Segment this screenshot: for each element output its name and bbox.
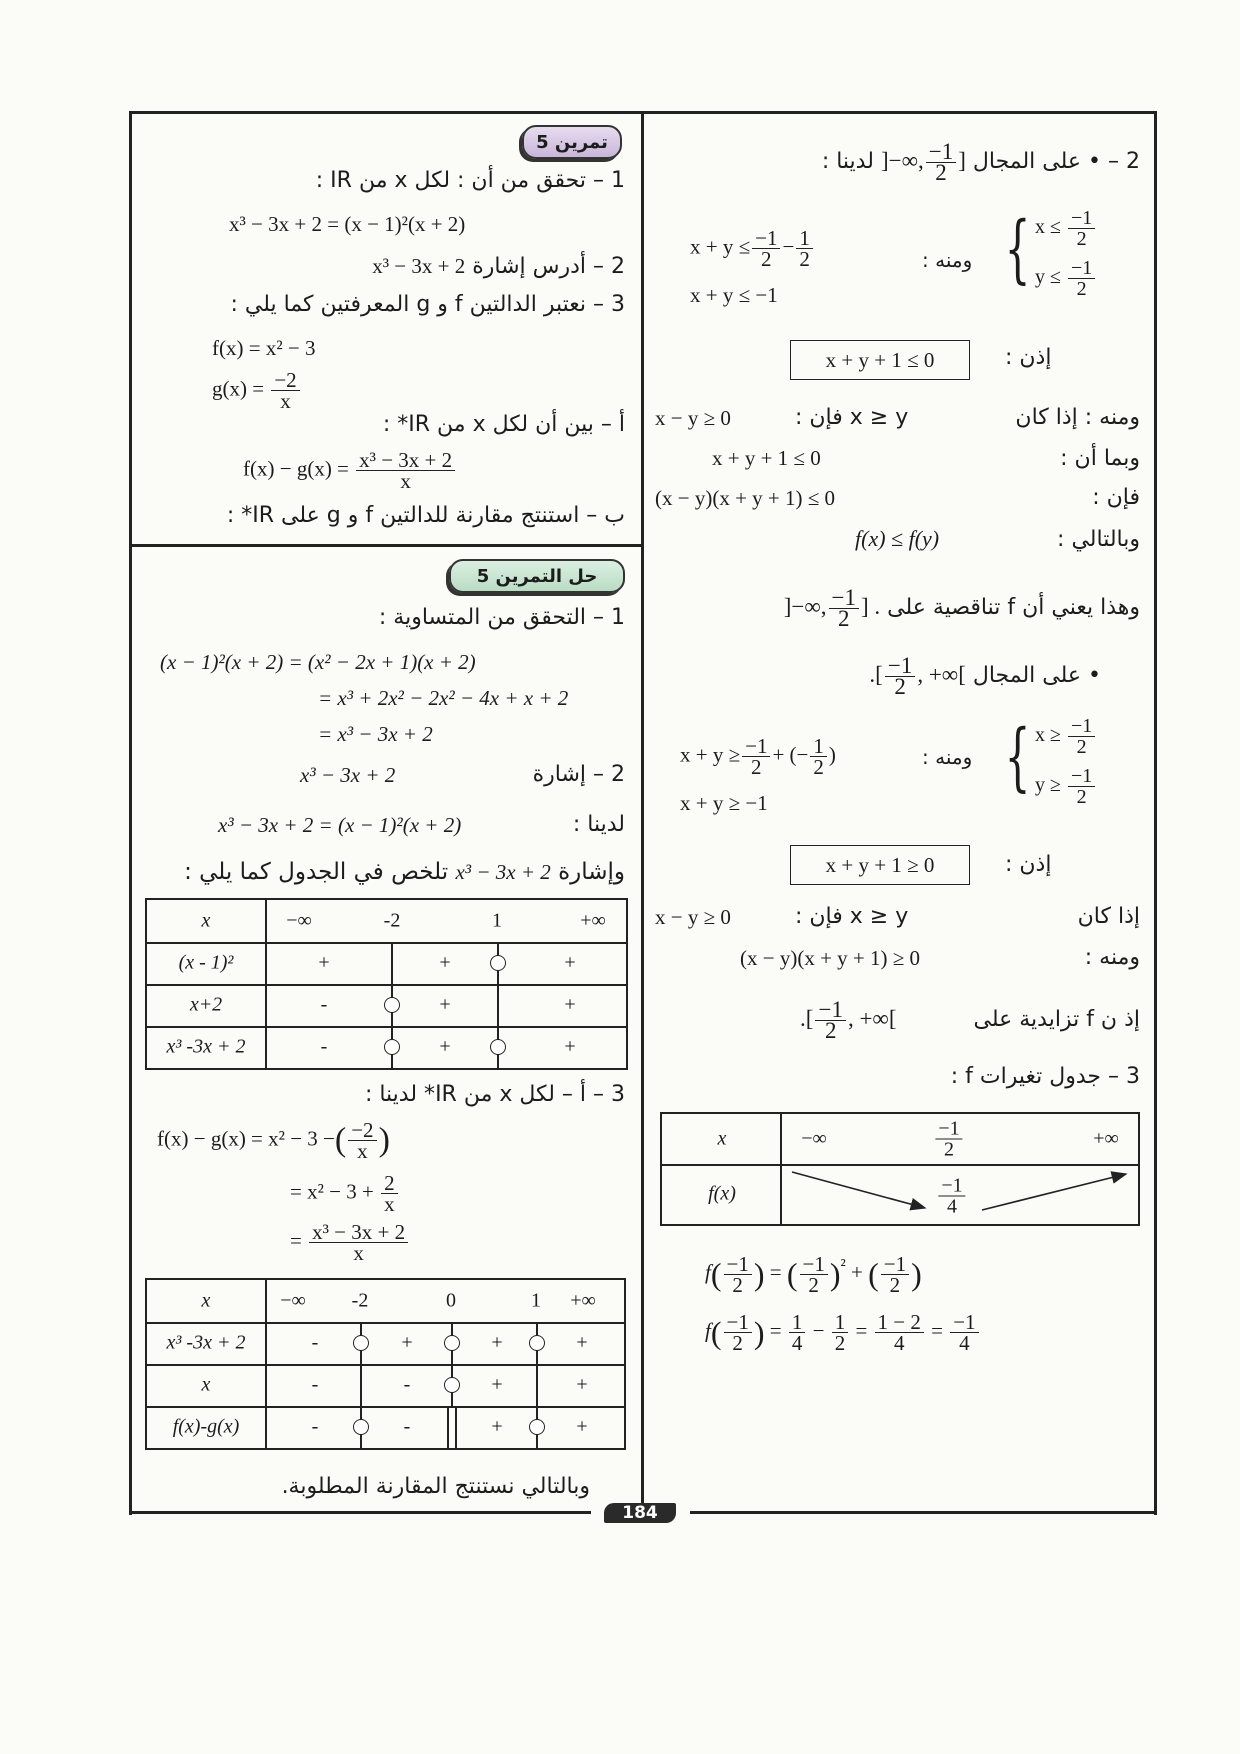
boundary-line: [497, 984, 499, 1026]
sign-table-1: [145, 898, 628, 1070]
inc-den: 2: [824, 1018, 837, 1043]
d2-l1-lhs: x + y ≥: [680, 742, 741, 767]
calc1-frac-c: [881, 1251, 909, 1297]
r2-text: • على المجال: [972, 662, 1101, 688]
double-bar: [455, 1406, 457, 1448]
calc1-frac-b: [800, 1251, 828, 1297]
dec-int-left: ]−∞,: [783, 593, 827, 619]
hence-2: ومنه :: [922, 745, 973, 769]
sign-plus: +: [439, 993, 451, 1016]
r2-num: −1: [885, 656, 915, 677]
deduction-1-line-2: x + y ≤ −1: [690, 283, 778, 307]
r1-int-left: ]−∞,: [880, 147, 924, 173]
calc2-eq3: =: [931, 1318, 943, 1343]
sys1-x-frac: [1068, 208, 1095, 249]
dec-frac: [829, 585, 859, 631]
calc1-den-a: 2: [732, 1272, 743, 1297]
page-number: 184: [604, 1503, 676, 1523]
boxed-result-2: x + y + 1 ≥ 0: [790, 845, 970, 885]
deduction-2-line-1: [680, 736, 836, 777]
fg3-num: x³ − 3x + 2: [309, 1222, 408, 1243]
fg-den: x: [400, 469, 411, 493]
var-min-num: −1: [938, 1176, 965, 1197]
d2-num-a: −1: [742, 736, 770, 757]
g-fraction: [271, 370, 299, 411]
system-1-y: [1035, 258, 1097, 299]
calc2-r-num: −1: [950, 1312, 978, 1333]
exercise-qb: ب – استنتج مقارنة للدالتين f و g على IR* :: [226, 503, 625, 528]
d2-den-b: 2: [813, 755, 824, 779]
table-header-value: +∞: [580, 909, 606, 932]
var-x0-num: −1: [935, 1119, 962, 1140]
table-header-value: 1: [531, 1289, 541, 1312]
fg-lhs: f(x) − g(x) =: [243, 456, 349, 481]
sign-plus: +: [439, 951, 451, 974]
sign-text-a: وإشارة: [558, 859, 625, 885]
calc2-c-den: 4: [893, 1331, 905, 1355]
d1-frac-b: [796, 228, 813, 269]
frame-left: [129, 111, 132, 1515]
solution-s1: 1 – التحقق من المتساوية :: [378, 605, 625, 630]
r2-frac: [885, 653, 915, 699]
sign-plus: +: [318, 951, 330, 974]
calc2-half: [832, 1312, 849, 1353]
table-header-value: +∞: [570, 1289, 596, 1312]
d2-frac-b: [810, 736, 827, 777]
var-fx-label: f(x): [708, 1182, 736, 1205]
r2-den: 2: [894, 674, 906, 699]
solution-fg3: [290, 1222, 410, 1263]
zero-circle: [353, 1419, 369, 1435]
r2-int-left: .[: [869, 661, 883, 687]
d1-num-a: −1: [752, 228, 780, 249]
then-xy-1: x ≥ y فإن :: [795, 405, 909, 430]
calc2-quarter: [789, 1312, 806, 1353]
system-1-brace: {: [1004, 206, 1031, 292]
zero-circle: [444, 1377, 460, 1393]
decreasing-conclusion: [783, 585, 1140, 631]
sign-plus: +: [564, 951, 576, 974]
d1-minus: −: [782, 234, 795, 259]
sign-minus: -: [403, 1415, 411, 1438]
zero-circle: [529, 1419, 545, 1435]
interval-2-heading: [869, 653, 1101, 699]
table-header-value: -2: [383, 909, 401, 932]
sign-plus: +: [564, 993, 576, 1016]
calc2-h-num: 1: [832, 1312, 849, 1333]
calc1-eq: =: [769, 1260, 782, 1284]
product-2: (x − y)(x + y + 1) ≥ 0: [740, 946, 921, 970]
thus-label: وبالتالي :: [1057, 527, 1140, 552]
sign-minus: -: [320, 1035, 328, 1058]
interval-1-heading: [821, 139, 1140, 185]
sys1-x-den: 2: [1076, 228, 1087, 250]
r1-have: لدينا :: [821, 148, 874, 174]
table-header-value: −∞: [286, 909, 312, 932]
solution-fg2: [290, 1173, 400, 1214]
zero-circle: [384, 1039, 400, 1055]
exercise-divider: [129, 544, 643, 547]
sign-plus: +: [576, 1373, 588, 1396]
boundary-line: [536, 1364, 538, 1406]
so-label-2: إذن :: [1005, 852, 1052, 877]
sign-minus: -: [403, 1373, 411, 1396]
fg1-den: x: [357, 1139, 368, 1163]
solution-sign-text: [184, 857, 625, 887]
zero-circle: [529, 1335, 545, 1351]
d1-den-a: 2: [761, 247, 772, 271]
fg3-lhs: =: [290, 1228, 302, 1253]
sys2-x-frac: [1068, 716, 1095, 757]
since-label: وبما أن :: [1060, 446, 1140, 471]
sign-plus: +: [439, 1035, 451, 1058]
inc-interval: [800, 997, 897, 1043]
if-line-1: ومنه : إذا كان: [1015, 405, 1140, 430]
frame-right: [1154, 111, 1157, 1515]
dec-text: وهذا يعني أن f تناقصية على: [887, 594, 1140, 620]
r1-num: −1: [926, 142, 956, 163]
table-row-divider: [147, 942, 626, 944]
system-2-brace: {: [1004, 714, 1031, 800]
dec-interval: [783, 585, 881, 631]
g-den: x: [280, 389, 291, 413]
exercise-qa: أ – بين أن لكل x من IR* :: [382, 412, 625, 437]
calc1-frac-a: [724, 1251, 752, 1297]
solution-s2: 2 – إشارة: [532, 762, 625, 787]
sys1-x-num: −1: [1068, 208, 1095, 229]
fg2-lhs: = x² − 3 +: [290, 1179, 374, 1204]
sign-plus: +: [564, 1035, 576, 1058]
solution-s2-expr: x³ − 3x + 2: [300, 763, 396, 787]
sign-plus: +: [576, 1331, 588, 1354]
solution-fg1: f(x) − g(x) = x² − 3 −( $\frac{-2}{x}$ ): [157, 1118, 390, 1163]
d2-num-b: 1: [810, 736, 827, 757]
table-header-x: x: [201, 1289, 211, 1312]
sign-minus: -: [311, 1415, 319, 1438]
inc-int-right: , +∞[: [847, 1005, 897, 1031]
variation-table: [660, 1112, 1140, 1226]
r1-text: 2 – • على المجال: [972, 148, 1140, 174]
g-lhs: g(x) =: [212, 376, 265, 401]
exercise-fg-equation: [243, 450, 457, 491]
sign-plus: +: [401, 1331, 413, 1354]
increasing-conclusion: [800, 997, 1140, 1043]
fg-fraction: [356, 450, 455, 491]
boundary-line: [360, 1364, 362, 1406]
since-equation: x + y + 1 ≤ 0: [712, 446, 821, 470]
calc2-r-den: 4: [959, 1331, 970, 1355]
exercise-q2-expr: x³ − 3x + 2: [372, 254, 466, 278]
inc-frac: [815, 997, 845, 1043]
exercise-q2-text: 2 – أدرس إشارة: [472, 254, 625, 279]
table-header-value: −∞: [280, 1289, 306, 1312]
calc1-square: ²: [840, 1255, 846, 1275]
table-header-value: -2: [351, 1289, 369, 1312]
sys2-y-num: −1: [1068, 766, 1095, 787]
table-header-value: 1: [492, 909, 502, 932]
solution-conclusion: وبالتالي نستنتج المقارنة المطلوبة.: [281, 1474, 590, 1499]
var-plus-inf: +∞: [1093, 1127, 1119, 1150]
sign-plus: +: [491, 1415, 503, 1438]
sys2-x-num: −1: [1068, 716, 1095, 737]
calc2-c-num: 1 − 2: [875, 1312, 924, 1333]
increasing-arrow: [982, 1174, 1126, 1210]
table-row-divider: [147, 1364, 624, 1366]
calc1-num-c: −1: [881, 1254, 909, 1275]
variation-heading: 3 – جدول تغيرات f :: [950, 1064, 1140, 1089]
table-row-label: (x - 1)²: [178, 951, 234, 974]
calc1-f: f: [705, 1260, 711, 1284]
calc2-q-den: 4: [791, 1331, 803, 1355]
zero-circle: [490, 1039, 506, 1055]
zero-circle: [384, 997, 400, 1013]
sys2-x-den: 2: [1076, 736, 1087, 758]
calc-line-2: f( $\frac{-1}{2}$ ) = $\frac{1}{4}$ − $\frac{1}{2}$ = $\frac{1 - 2}{4}$ = $\frac{-1}{4}$: [705, 1312, 981, 1353]
solution-have-eq: x³ − 3x + 2 = (x − 1)²(x + 2): [218, 813, 462, 837]
then-xy-2: x ≥ y فإن :: [795, 904, 909, 929]
calc2-minus: −: [812, 1318, 825, 1343]
r2-interval: [869, 653, 966, 699]
calc1-num-a: −1: [724, 1254, 752, 1275]
deduction-2-line-2: x + y ≥ −1: [680, 791, 768, 815]
r1-den: 2: [935, 160, 947, 185]
fg2-num: 2: [381, 1173, 398, 1194]
dec-den: 2: [837, 606, 850, 631]
dec-num: −1: [829, 588, 859, 609]
table-row-label: f(x)-g(x): [172, 1415, 240, 1438]
exercise-q2: [372, 251, 625, 282]
exercise-q1-equation: x³ − 3x + 2 = (x − 1)²(x + 2): [229, 212, 466, 236]
table-row-label: x³ -3x + 2: [166, 1035, 246, 1058]
calc2-result: [950, 1312, 978, 1353]
sys2-y-lhs: y ≥: [1035, 774, 1061, 797]
table-row-label: x+2: [189, 993, 223, 1016]
sys2-x-lhs: x ≥: [1035, 724, 1061, 747]
r1-interval: [880, 139, 966, 185]
calc2-frac-a: [724, 1312, 752, 1353]
solution-eq2: = x³ + 2x² − 2x² − 4x + x + 2: [318, 686, 569, 710]
zero-circle: [444, 1335, 460, 1351]
inc-num: −1: [815, 1000, 845, 1021]
sign-minus: -: [311, 1331, 319, 1354]
sys2-y-frac: [1068, 766, 1095, 807]
inc-text: إذ ن f تزايدية على: [973, 1006, 1140, 1032]
solution-eq1: (x − 1)²(x + 2) = (x² − 2x + 1)(x + 2): [160, 650, 476, 674]
sign-minus: -: [311, 1373, 319, 1396]
column-divider: [641, 111, 644, 1509]
fg1-lhs: f(x) − g(x) = x² − 3 −: [157, 1126, 335, 1151]
table-row-divider: [147, 984, 626, 986]
d2-frac-a: [742, 736, 770, 777]
x-minus-y-1: x − y ≥ 0: [655, 406, 731, 430]
calc2-h-den: 2: [834, 1331, 846, 1355]
var-min-den: 4: [947, 1195, 957, 1218]
fg1-fraction: [348, 1120, 376, 1161]
calc2-num-a: −1: [724, 1312, 752, 1333]
table-row-label: x³ -3x + 2: [166, 1331, 246, 1354]
sign-plus: +: [491, 1373, 503, 1396]
sys1-y-num: −1: [1068, 258, 1095, 279]
fx-le-fy: f(x) ≤ f(y): [855, 526, 940, 551]
sys1-x-lhs: x ≤: [1035, 216, 1061, 239]
fg2-den: x: [384, 1192, 395, 1216]
fg-num: x³ − 3x + 2: [356, 450, 455, 471]
table-header-x: x: [201, 909, 211, 932]
solution-eq3: = x³ − 3x + 2: [318, 722, 433, 746]
calc1-den-c: 2: [889, 1272, 901, 1297]
decreasing-arrow: [792, 1172, 925, 1208]
sign-plus: +: [491, 1331, 503, 1354]
r1-int-right: ]: [958, 147, 966, 173]
exercise-q1: 1 – تحقق من أن : لكل x من IR :: [315, 168, 625, 193]
d2-plus: + (−: [772, 742, 809, 767]
r1-frac: [926, 139, 956, 185]
solution-badge: حل التمرين 5: [449, 559, 625, 593]
calc2-q-num: 1: [789, 1312, 806, 1333]
fg3-den: x: [353, 1241, 364, 1265]
sys1-y-lhs: y ≤: [1035, 266, 1061, 289]
sys2-y-den: 2: [1076, 786, 1087, 808]
fg3-fraction: [309, 1222, 408, 1263]
hence-3: ومنه :: [1084, 945, 1140, 970]
boundary-line: [391, 942, 393, 984]
sys1-y-frac: [1068, 258, 1095, 299]
sign-table-2: [145, 1278, 626, 1450]
product-1: (x − y)(x + y + 1) ≤ 0: [655, 486, 836, 510]
calc-line-1: f( $\frac{-1}{2}$ ) = ( $\frac{-1}{2}$ )$^{^2}$ + ( $\frac{-1}{2}$ ): [705, 1251, 922, 1297]
solution-have: لدينا :: [572, 812, 625, 837]
calc1-plus: +: [851, 1260, 863, 1284]
system-2-y: [1035, 766, 1097, 807]
var-x-label: x: [717, 1127, 727, 1150]
calc2-eq2: =: [855, 1318, 868, 1343]
zero-circle: [353, 1335, 369, 1351]
calc1-den-b: 2: [808, 1272, 819, 1297]
calc2-den-a: 2: [732, 1331, 743, 1355]
calc2-eq: =: [769, 1318, 782, 1343]
d1-den-b: 2: [799, 247, 810, 271]
d2-den-a: 2: [751, 755, 762, 779]
r2-int-right: , +∞[: [917, 661, 966, 687]
table-row-label: x: [201, 1373, 211, 1396]
deduction-1-line-1: [690, 228, 815, 269]
calc2-combined: [875, 1312, 924, 1353]
calc2-f: f: [705, 1318, 711, 1343]
table-row-divider: [147, 1322, 624, 1324]
then-label: فإن :: [1092, 485, 1140, 510]
x-minus-y-2: x − y ≥ 0: [655, 905, 731, 929]
sign-text-b: تلخص في الجدول كما يلي :: [184, 859, 449, 885]
if-line-2: إذا كان: [1077, 904, 1140, 929]
frame-bottom-left: [129, 1511, 591, 1514]
sign-plus: +: [576, 1415, 588, 1438]
table-header-value: 0: [446, 1289, 456, 1312]
d1-frac-a: [752, 228, 780, 269]
frame-bottom-right: [690, 1511, 1157, 1514]
variation-arrows: [662, 1114, 1138, 1224]
var-minus-inf: −∞: [801, 1127, 827, 1150]
system-2-x: [1035, 716, 1097, 757]
table-row-divider: [147, 1026, 626, 1028]
fg2-fraction: [381, 1173, 398, 1214]
f-definition: f(x) = x² − 3: [212, 336, 316, 360]
g-num: −2: [271, 370, 299, 391]
exercise-badge: تمرين 5: [522, 125, 622, 159]
sign-minus: -: [320, 993, 328, 1016]
g-definition: [212, 370, 302, 411]
dec-int-right: ] .: [860, 593, 881, 619]
solution-s3: 3 – أ – لكل x من IR* لدينا :: [364, 1082, 625, 1107]
fg1-num: −2: [348, 1120, 376, 1141]
d1-num-b: 1: [796, 228, 813, 249]
sign-text-expr: x³ − 3x + 2: [455, 860, 551, 884]
table-row-divider: [147, 1406, 624, 1408]
so-label-1: إذن :: [1005, 345, 1052, 370]
exercise-q3: 3 – نعتبر الدالتين f و g المعرفتين كما يلي :: [230, 292, 625, 317]
zero-circle: [490, 955, 506, 971]
hence-1: ومنه :: [922, 248, 973, 272]
inc-int-left: .[: [800, 1005, 814, 1031]
d2-close: ): [828, 742, 836, 767]
sys1-y-den: 2: [1076, 278, 1087, 300]
double-bar: [447, 1406, 449, 1448]
d1-l1-lhs: x + y ≤: [690, 234, 751, 259]
calc1-num-b: −1: [800, 1254, 828, 1275]
var-x0-den: 2: [944, 1138, 954, 1161]
boxed-result-1: x + y + 1 ≤ 0: [790, 340, 970, 380]
system-1-x: [1035, 208, 1097, 249]
